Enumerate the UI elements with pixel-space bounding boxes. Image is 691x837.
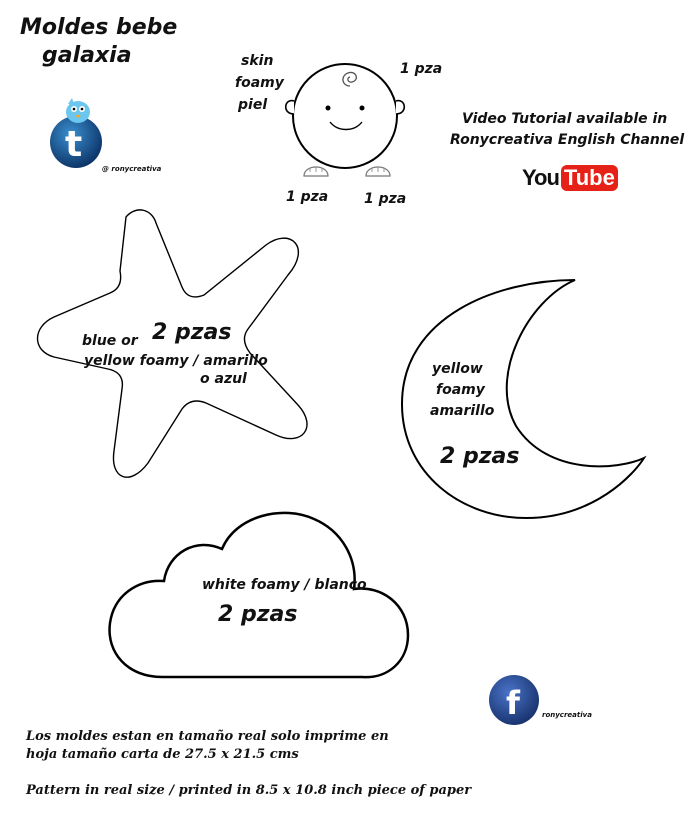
page-title — [20, 14, 177, 70]
head-label-piel: piel — [238, 97, 268, 113]
spanish-note-line-2: hoja tamaño carta de 27.5 x 21.5 cms — [26, 747, 299, 762]
star-label-line-1: blue or — [82, 333, 138, 349]
head-label-foamy: foamy — [235, 75, 284, 91]
title-line-2: galaxia — [42, 43, 132, 68]
star-label-line-3: o azul — [200, 371, 247, 387]
facebook-icon — [488, 674, 542, 728]
cloud-label: white foamy / blanco — [202, 577, 367, 593]
svg-text:t: t — [65, 124, 83, 165]
star-label-line-2: yellow foamy / amarillo — [84, 353, 268, 369]
tutorial-line-1: Video Tutorial available in — [462, 111, 668, 127]
cloud-count: 2 pzas — [218, 602, 298, 627]
twitter-handle: @ ronycreativa — [102, 165, 162, 173]
youtube-tube-text: Tube — [561, 165, 618, 191]
svg-text:f: f — [506, 684, 520, 722]
cloud-pattern — [106, 505, 416, 690]
left-hand-count: 1 pza — [286, 189, 329, 205]
hands-pattern — [302, 160, 412, 184]
spanish-note-line-1: Los moldes estan en tamaño real solo imprime en — [26, 729, 389, 744]
youtube-logo-icon — [522, 164, 618, 192]
moon-label-line-3: amarillo — [430, 403, 495, 419]
moon-label-line-1: yellow — [432, 361, 483, 377]
head-label-skin: skin — [241, 53, 274, 69]
star-count: 2 pzas — [152, 320, 232, 345]
head-count: 1 pza — [400, 61, 443, 77]
youtube-you-text: You — [522, 165, 559, 190]
english-note: Pattern in real size / printed in 8.5 x 10.8 inch piece of paper — [26, 783, 472, 798]
facebook-handle: ronycreativa — [542, 711, 592, 719]
moon-pattern — [398, 276, 678, 522]
moon-label-line-2: foamy — [436, 382, 485, 398]
right-hand-count: 1 pza — [364, 191, 407, 207]
tutorial-line-2: Ronycreativa English Channel — [450, 132, 685, 148]
moon-count: 2 pzas — [440, 444, 520, 469]
title-line-1: Moldes bebe — [20, 15, 178, 40]
